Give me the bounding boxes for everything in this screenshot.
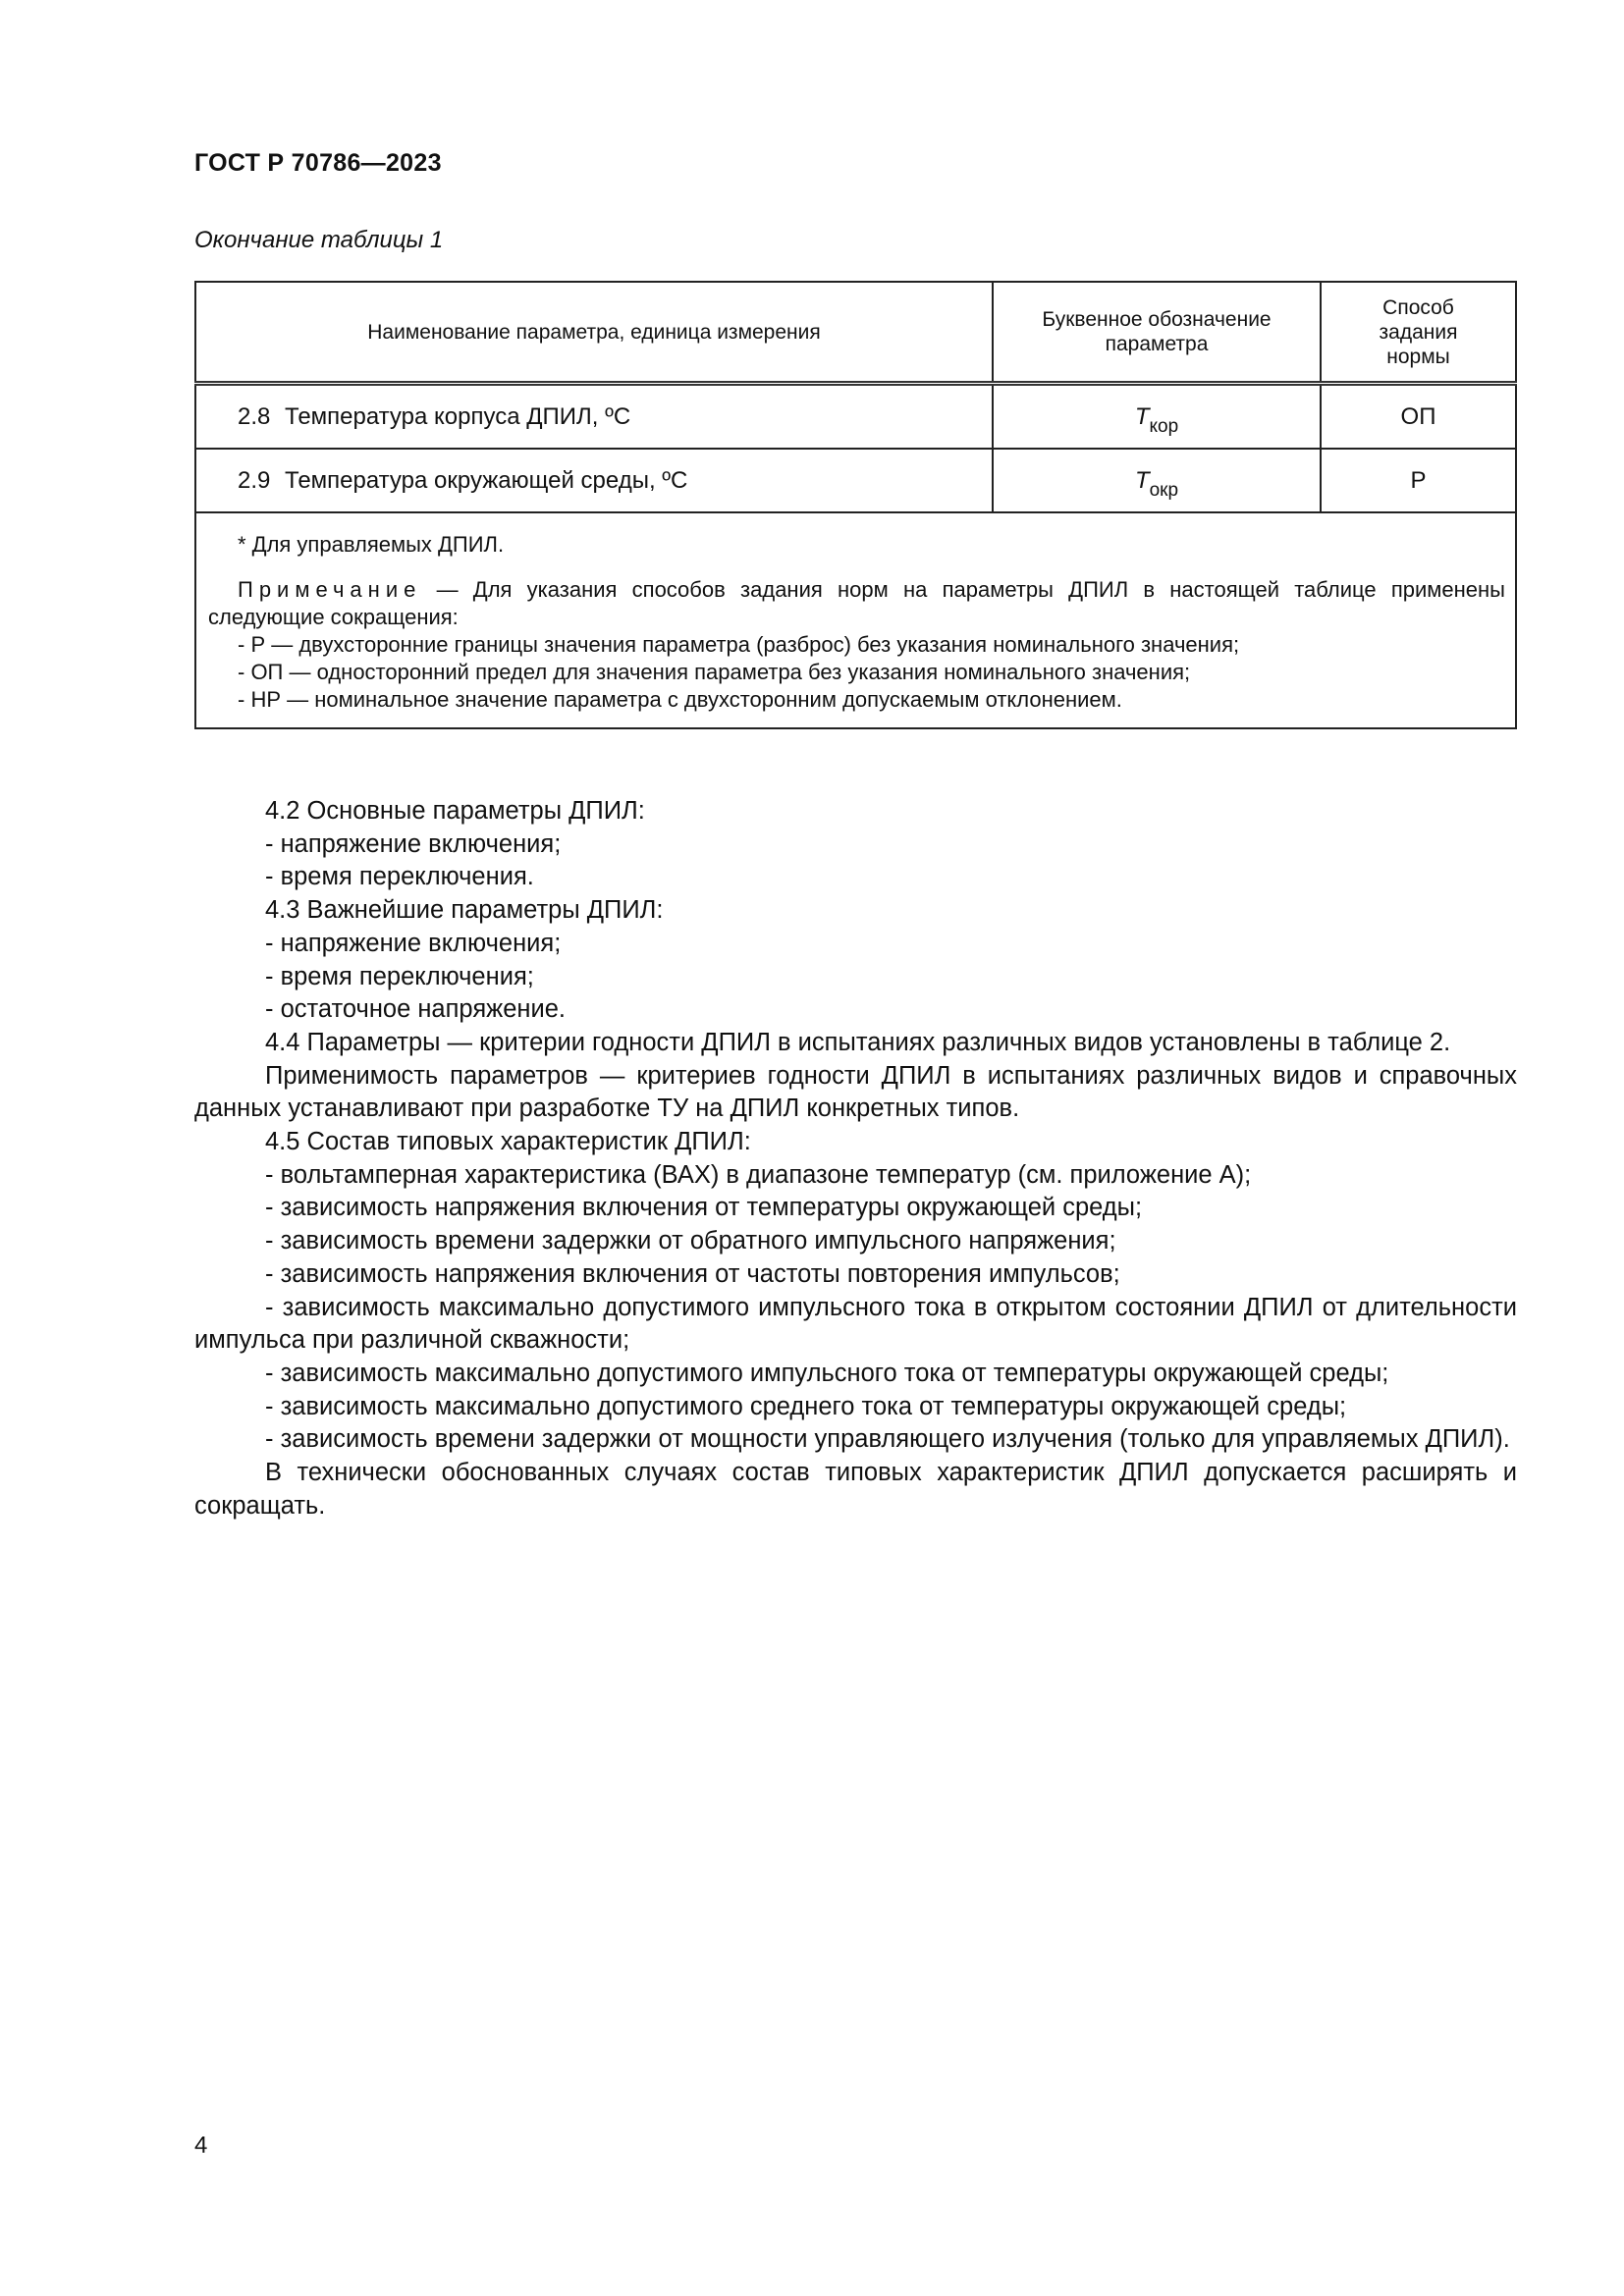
header-parameter-name: Наименование параметра, единица измерения <box>195 282 993 384</box>
document-body <box>194 795 1517 1522</box>
list-item: - зависимость напряжения включения от температуры окружающей среды; <box>265 1194 1143 1222</box>
row-name-cell <box>195 384 993 450</box>
closing-paragraph: В технически обоснованных случаях состав типовых характеристик ДПИЛ допускается расширять и сокращать. <box>194 1459 1517 1520</box>
page-number: 4 <box>194 2132 208 2159</box>
document-code: ГОСТ Р 70786—2023 <box>194 149 442 177</box>
list-item: - время переключения; <box>265 962 534 990</box>
list-item: - вольтамперная характеристика (ВАХ) в диапазоне температур (см. приложение А); <box>265 1160 1252 1189</box>
section-4-3-title: 4.3 Важнейшие параметры ДПИЛ: <box>265 896 664 925</box>
row-number: 2.8 <box>238 402 271 430</box>
section-4-5-title: 4.5 Состав типовых характеристик ДПИЛ: <box>265 1128 751 1156</box>
list-item: - зависимость времени задержки от обратного импульсного напряжения; <box>265 1227 1116 1255</box>
table-row <box>195 449 1516 512</box>
list-item: - зависимость максимально допустимого среднего тока от температуры окружающей среды; <box>265 1392 1347 1420</box>
table-header-row <box>195 282 1516 384</box>
table-row <box>195 384 1516 450</box>
symbol-subscript: кор <box>1149 415 1179 437</box>
row-norm: Р <box>1321 449 1516 512</box>
list-item: - зависимость максимально допустимого импульсного тока в открытом состоянии ДПИЛ от длительности импульса при различной скважности; <box>194 1293 1517 1355</box>
section-4-2-title: 4.2 Основные параметры ДПИЛ: <box>265 797 645 825</box>
table-caption: Окончание таблицы 1 <box>194 227 444 253</box>
row-name: Температура корпуса ДПИЛ, ºС <box>285 402 631 430</box>
list-item: - напряжение включения; <box>265 929 562 957</box>
note-item: - НР — номинальное значение параметра с двухсторонним допускаемым отклонением. <box>238 687 1122 712</box>
header-symbol: Буквенное обозначение параметра <box>993 282 1321 384</box>
note-item: - Р — двухсторонние границы значения параметра (разброс) без указания номинального значения; <box>238 632 1240 657</box>
list-item: - время переключения. <box>265 863 534 891</box>
symbol-base: T <box>1134 466 1150 494</box>
note-label: Примечание <box>238 577 422 602</box>
row-symbol <box>993 449 1321 512</box>
list-item: - напряжение включения; <box>265 829 562 858</box>
row-number: 2.9 <box>238 466 271 494</box>
table-note <box>208 576 1505 631</box>
row-norm: ОП <box>1321 384 1516 450</box>
list-item: - зависимость времени задержки от мощности управляющего излучения (только для управляемых ДПИЛ). <box>265 1425 1510 1454</box>
list-item: - зависимость максимально допустимого импульсного тока от температуры окружающей среды; <box>265 1359 1389 1387</box>
symbol-subscript: окр <box>1149 479 1179 501</box>
parameters-table <box>194 281 1517 729</box>
row-symbol <box>993 384 1321 450</box>
section-4-4-text: 4.4 Параметры — критерии годности ДПИЛ в испытаниях различных видов установлены в таблице 2. <box>265 1028 1451 1056</box>
note-item: - ОП — односторонний предел для значения параметра без указания номинального значения; <box>238 660 1191 684</box>
symbol-base: T <box>1134 402 1150 430</box>
note-text: — Для указания способов задания норм на параметры ДПИЛ в настоящей таблице применены следующие сокращения: <box>208 577 1505 629</box>
table-notes <box>195 512 1516 728</box>
table-footnote: * Для управляемых ДПИЛ. <box>238 532 505 557</box>
row-name-cell <box>195 449 993 512</box>
header-norm-method: Способ задания нормы <box>1321 282 1516 384</box>
table-notes-row <box>195 512 1516 728</box>
list-item: - остаточное напряжение. <box>265 995 566 1024</box>
list-item: - зависимость напряжения включения от частоты повторения импульсов; <box>265 1259 1120 1288</box>
applicability-paragraph: Применимость параметров — критериев годности ДПИЛ в испытаниях различных видов и справочных данных устанавливают при разработке ТУ на ДПИЛ конкретных типов. <box>194 1061 1517 1123</box>
row-name: Температура окружающей среды, ºС <box>285 466 688 494</box>
